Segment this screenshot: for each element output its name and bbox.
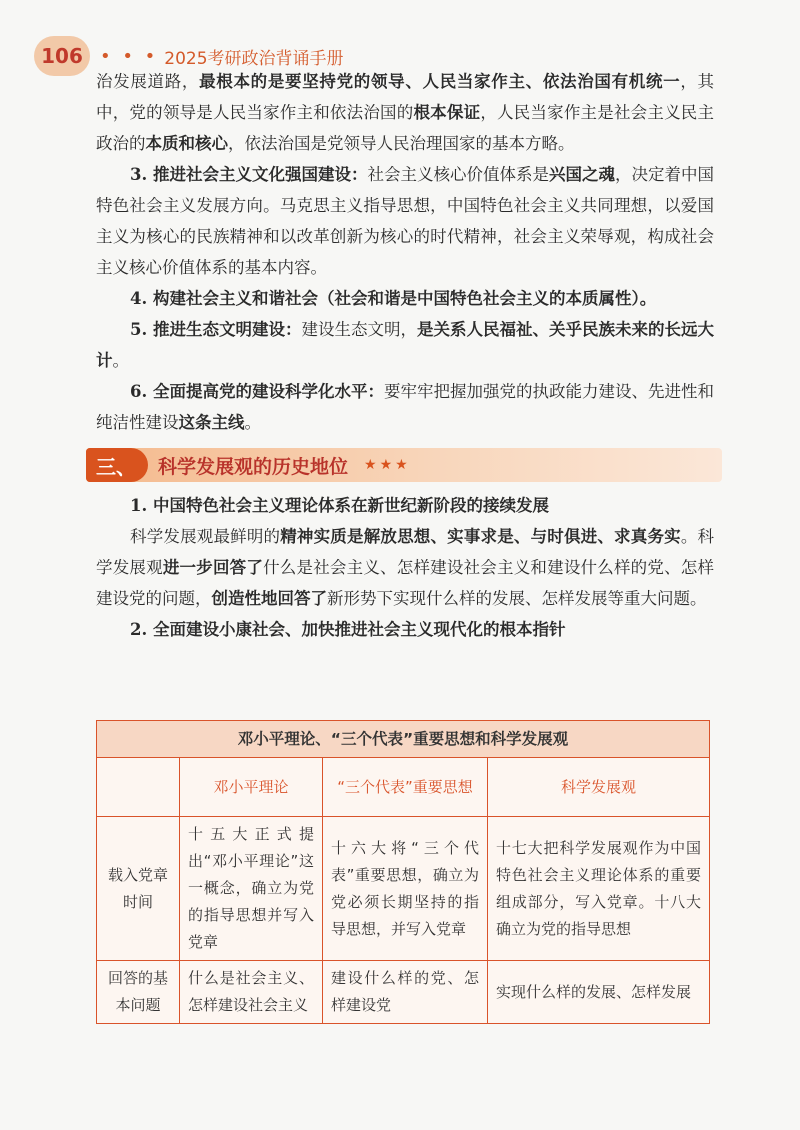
table-cell: 十六大将“三个代表”重要思想，确立为党必须长期坚持的指导思想，并写入党章 <box>323 817 488 961</box>
star-rating-icon: ★★★ <box>364 457 411 473</box>
table-cell: 什么是社会主义、怎样建设社会主义 <box>180 961 323 1024</box>
table-row <box>97 817 710 961</box>
column-header: 邓小平理论 <box>180 758 323 817</box>
table-cell: 十五大正式提出“邓小平理论”这一概念，确立为党的指导思想并写入党章 <box>180 817 323 961</box>
paragraph-democracy: 治发展道路，最根本的是要坚持党的领导、人民当家作主、依法治国有机统一，其中，党的领导是人民当家作主和依法治国的根本保证，人民当家作主是社会主义民主政治的本质和核心，依法治国是党领导人民治理国家的基本方略。 <box>96 72 715 153</box>
book-title: 2025考研政治背诵手册 <box>164 48 344 69</box>
table-cell: 实现什么样的发展、怎样发展 <box>488 961 710 1024</box>
page-number: 106 <box>34 36 90 76</box>
paragraph-culture: 3. 推进社会主义文化强国建设：社会主义核心价值体系是兴国之魂，决定着中国特色社会主义发展方向。马克思主义指导思想，中国特色社会主义共同理想，以爱国主义为核心的民族精神和以改革创新为核心的时代精神，社会主义荣辱观，构成社会主义核心价值体系的基本内容。 <box>96 165 715 277</box>
row-header: 回答的基本问题 <box>97 961 180 1024</box>
section-heading <box>86 448 722 482</box>
page-content <box>96 66 714 645</box>
table-caption: 邓小平理论、“三个代表”重要思想和科学发展观 <box>97 721 710 758</box>
paragraph-party-building: 6. 全面提高党的建设科学化水平：要牢牢把握加强党的执政能力建设、先进性和纯洁性建设这条主线。 <box>96 382 714 432</box>
section-title: 科学发展观的历史地位 <box>158 455 349 478</box>
table-row <box>97 961 710 1024</box>
column-header: “三个代表”重要思想 <box>323 758 488 817</box>
column-header: 科学发展观 <box>488 758 710 817</box>
subheading-1: 1. 中国特色社会主义理论体系在新世纪新阶段的接续发展 <box>130 496 549 515</box>
table-cell: 建设什么样的党、怎样建设党 <box>323 961 488 1024</box>
paragraph-ecology: 5. 推进生态文明建设：建设生态文明，是关系人民福祉、关乎民族未来的长远大计。 <box>96 320 715 370</box>
paragraph-scientific-outlook: 科学发展观最鲜明的精神实质是解放思想、实事求是、与时俱进、求真务实。科学发展观进一步回答了什么是社会主义、怎样建设社会主义和建设什么样的党、怎样建设党的问题，创造性地回答了新形势下实现什么样的发展、怎样发展等重大问题。 <box>96 527 715 608</box>
comparison-table <box>96 720 710 1024</box>
subheading-2: 2. 全面建设小康社会、加快推进社会主义现代化的根本指针 <box>130 620 566 639</box>
paragraph-harmony: 4. 构建社会主义和谐社会（社会和谐是中国特色社会主义的本质属性）。 <box>130 289 657 308</box>
header-dots: • • • <box>100 45 159 67</box>
table-corner <box>97 758 180 817</box>
section-number: 三、 <box>86 448 148 482</box>
table-cell: 十七大把科学发展观作为中国特色社会主义理论体系的重要组成部分，写入党章。十八大确立为党的指导思想 <box>488 817 710 961</box>
row-header: 载入党章时间 <box>97 817 180 961</box>
